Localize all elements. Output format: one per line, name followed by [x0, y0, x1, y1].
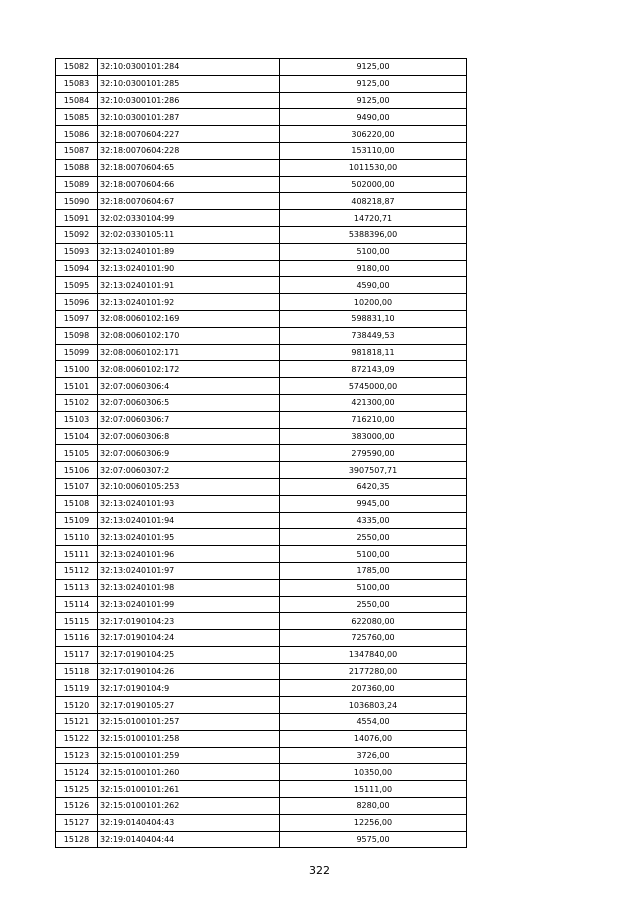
table-row	[56, 579, 467, 596]
table-row	[56, 126, 467, 143]
value-cell: 6420,35	[280, 478, 467, 495]
value-cell: 10200,00	[280, 294, 467, 311]
table-row	[56, 814, 467, 831]
value-cell: 725760,00	[280, 630, 467, 647]
table-row	[56, 327, 467, 344]
row-number-cell: 15128	[56, 831, 98, 848]
row-number-cell: 15109	[56, 512, 98, 529]
table-row	[56, 92, 467, 109]
cadastral-number-cell: 32:18:0070604:228	[98, 142, 280, 159]
row-number-cell: 15108	[56, 495, 98, 512]
cadastral-number-cell: 32:10:0300101:284	[98, 59, 280, 76]
value-cell: 9490,00	[280, 109, 467, 126]
table-row	[56, 663, 467, 680]
row-number-cell: 15094	[56, 260, 98, 277]
cadastral-number-cell: 32:13:0240101:99	[98, 596, 280, 613]
cadastral-number-cell: 32:10:0300101:286	[98, 92, 280, 109]
cadastral-number-cell: 32:15:0100101:257	[98, 714, 280, 731]
table-row	[56, 394, 467, 411]
cadastral-value-table	[55, 58, 467, 848]
table-row	[56, 243, 467, 260]
value-cell: 1036803,24	[280, 697, 467, 714]
table-body	[56, 59, 467, 848]
table-row	[56, 310, 467, 327]
cadastral-number-cell: 32:18:0070604:65	[98, 159, 280, 176]
value-cell: 2550,00	[280, 529, 467, 546]
table-row	[56, 59, 467, 76]
cadastral-number-cell: 32:18:0070604:227	[98, 126, 280, 143]
value-cell: 14720,71	[280, 210, 467, 227]
value-cell: 12256,00	[280, 814, 467, 831]
value-cell: 2550,00	[280, 596, 467, 613]
table-row	[56, 344, 467, 361]
cadastral-number-cell: 32:13:0240101:97	[98, 562, 280, 579]
table-row	[56, 445, 467, 462]
table-row	[56, 226, 467, 243]
cadastral-number-cell: 32:15:0100101:259	[98, 747, 280, 764]
value-cell: 9125,00	[280, 59, 467, 76]
value-cell: 279590,00	[280, 445, 467, 462]
table-row	[56, 176, 467, 193]
value-cell: 5745000,00	[280, 378, 467, 395]
cadastral-number-cell: 32:10:0300101:287	[98, 109, 280, 126]
value-cell: 3726,00	[280, 747, 467, 764]
cadastral-number-cell: 32:19:0140404:44	[98, 831, 280, 848]
table-row	[56, 764, 467, 781]
cadastral-number-cell: 32:08:0060102:169	[98, 310, 280, 327]
table-row	[56, 428, 467, 445]
cadastral-number-cell: 32:07:0060306:9	[98, 445, 280, 462]
table-row	[56, 159, 467, 176]
row-number-cell: 15126	[56, 798, 98, 815]
cadastral-number-cell: 32:13:0240101:98	[98, 579, 280, 596]
table-row	[56, 546, 467, 563]
cadastral-number-cell: 32:07:0060306:5	[98, 394, 280, 411]
value-cell: 502000,00	[280, 176, 467, 193]
row-number-cell: 15123	[56, 747, 98, 764]
value-cell: 15111,00	[280, 781, 467, 798]
row-number-cell: 15095	[56, 277, 98, 294]
value-cell: 9125,00	[280, 75, 467, 92]
cadastral-number-cell: 32:13:0240101:90	[98, 260, 280, 277]
value-cell: 408218,87	[280, 193, 467, 210]
row-number-cell: 15121	[56, 714, 98, 731]
table-row	[56, 109, 467, 126]
table-row	[56, 75, 467, 92]
row-number-cell: 15084	[56, 92, 98, 109]
cadastral-number-cell: 32:07:0060306:8	[98, 428, 280, 445]
row-number-cell: 15117	[56, 646, 98, 663]
value-cell: 598831,10	[280, 310, 467, 327]
cadastral-number-cell: 32:18:0070604:66	[98, 176, 280, 193]
value-cell: 383000,00	[280, 428, 467, 445]
table-row	[56, 142, 467, 159]
value-cell: 5100,00	[280, 243, 467, 260]
table-row	[56, 562, 467, 579]
value-cell: 421300,00	[280, 394, 467, 411]
row-number-cell: 15098	[56, 327, 98, 344]
cadastral-number-cell: 32:13:0240101:93	[98, 495, 280, 512]
value-cell: 8280,00	[280, 798, 467, 815]
value-cell: 153110,00	[280, 142, 467, 159]
row-number-cell: 15086	[56, 126, 98, 143]
value-cell: 14076,00	[280, 730, 467, 747]
value-cell: 1785,00	[280, 562, 467, 579]
table-row	[56, 680, 467, 697]
table-row	[56, 462, 467, 479]
cadastral-number-cell: 32:15:0100101:260	[98, 764, 280, 781]
cadastral-number-cell: 32:15:0100101:261	[98, 781, 280, 798]
row-number-cell: 15110	[56, 529, 98, 546]
row-number-cell: 15102	[56, 394, 98, 411]
table-row	[56, 730, 467, 747]
value-cell: 4590,00	[280, 277, 467, 294]
row-number-cell: 15107	[56, 478, 98, 495]
cadastral-number-cell: 32:13:0240101:92	[98, 294, 280, 311]
table-row	[56, 478, 467, 495]
table-row	[56, 596, 467, 613]
cadastral-number-cell: 32:13:0240101:94	[98, 512, 280, 529]
value-cell: 4554,00	[280, 714, 467, 731]
row-number-cell: 15091	[56, 210, 98, 227]
row-number-cell: 15087	[56, 142, 98, 159]
cadastral-number-cell: 32:19:0140404:43	[98, 814, 280, 831]
row-number-cell: 15115	[56, 613, 98, 630]
row-number-cell: 15088	[56, 159, 98, 176]
table-row	[56, 613, 467, 630]
row-number-cell: 15111	[56, 546, 98, 563]
row-number-cell: 15114	[56, 596, 98, 613]
table-row	[56, 495, 467, 512]
row-number-cell: 15105	[56, 445, 98, 462]
row-number-cell: 15097	[56, 310, 98, 327]
cadastral-number-cell: 32:07:0060306:7	[98, 411, 280, 428]
table-row	[56, 714, 467, 731]
value-cell: 1347840,00	[280, 646, 467, 663]
table-row	[56, 831, 467, 848]
row-number-cell: 15104	[56, 428, 98, 445]
row-number-cell: 15092	[56, 226, 98, 243]
table-row	[56, 646, 467, 663]
value-cell: 738449,53	[280, 327, 467, 344]
value-cell: 9180,00	[280, 260, 467, 277]
cadastral-number-cell: 32:17:0190104:25	[98, 646, 280, 663]
cadastral-number-cell: 32:13:0240101:95	[98, 529, 280, 546]
value-cell: 9575,00	[280, 831, 467, 848]
table-row	[56, 411, 467, 428]
value-cell: 5388396,00	[280, 226, 467, 243]
value-cell: 4335,00	[280, 512, 467, 529]
table-row	[56, 630, 467, 647]
cadastral-number-cell: 32:08:0060102:171	[98, 344, 280, 361]
cadastral-number-cell: 32:15:0100101:258	[98, 730, 280, 747]
cadastral-number-cell: 32:13:0240101:91	[98, 277, 280, 294]
table-row	[56, 529, 467, 546]
cadastral-number-cell: 32:08:0060102:172	[98, 361, 280, 378]
row-number-cell: 15127	[56, 814, 98, 831]
row-number-cell: 15083	[56, 75, 98, 92]
value-cell: 3907507,71	[280, 462, 467, 479]
value-cell: 2177280,00	[280, 663, 467, 680]
value-cell: 716210,00	[280, 411, 467, 428]
row-number-cell: 15089	[56, 176, 98, 193]
cadastral-number-cell: 32:17:0190104:26	[98, 663, 280, 680]
cadastral-number-cell: 32:17:0190104:9	[98, 680, 280, 697]
value-cell: 9125,00	[280, 92, 467, 109]
value-cell: 622080,00	[280, 613, 467, 630]
cadastral-number-cell: 32:02:0330105:11	[98, 226, 280, 243]
row-number-cell: 15099	[56, 344, 98, 361]
row-number-cell: 15100	[56, 361, 98, 378]
row-number-cell: 15118	[56, 663, 98, 680]
row-number-cell: 15096	[56, 294, 98, 311]
cadastral-number-cell: 32:15:0100101:262	[98, 798, 280, 815]
cadastral-number-cell: 32:07:0060307:2	[98, 462, 280, 479]
cadastral-number-cell: 32:10:0300101:285	[98, 75, 280, 92]
value-cell: 10350,00	[280, 764, 467, 781]
value-cell: 981818,11	[280, 344, 467, 361]
table-row	[56, 210, 467, 227]
value-cell: 1011530,00	[280, 159, 467, 176]
cadastral-number-cell: 32:10:0060105:253	[98, 478, 280, 495]
table-row	[56, 361, 467, 378]
row-number-cell: 15124	[56, 764, 98, 781]
table-row	[56, 260, 467, 277]
table-row	[56, 697, 467, 714]
row-number-cell: 15090	[56, 193, 98, 210]
row-number-cell: 15085	[56, 109, 98, 126]
row-number-cell: 15119	[56, 680, 98, 697]
cadastral-number-cell: 32:17:0190104:23	[98, 613, 280, 630]
table-row	[56, 294, 467, 311]
cadastral-number-cell: 32:17:0190104:24	[98, 630, 280, 647]
table-row	[56, 193, 467, 210]
table-row	[56, 781, 467, 798]
cadastral-number-cell: 32:18:0070604:67	[98, 193, 280, 210]
row-number-cell: 15125	[56, 781, 98, 798]
row-number-cell: 15112	[56, 562, 98, 579]
cadastral-number-cell: 32:08:0060102:170	[98, 327, 280, 344]
value-cell: 306220,00	[280, 126, 467, 143]
table-row	[56, 277, 467, 294]
row-number-cell: 15106	[56, 462, 98, 479]
value-cell: 9945,00	[280, 495, 467, 512]
row-number-cell: 15122	[56, 730, 98, 747]
row-number-cell: 15116	[56, 630, 98, 647]
cadastral-number-cell: 32:13:0240101:96	[98, 546, 280, 563]
cadastral-number-cell: 32:07:0060306:4	[98, 378, 280, 395]
table-row	[56, 747, 467, 764]
row-number-cell: 15120	[56, 697, 98, 714]
row-number-cell: 15103	[56, 411, 98, 428]
cadastral-number-cell: 32:17:0190105:27	[98, 697, 280, 714]
page-number: 322	[309, 864, 330, 877]
cadastral-number-cell: 32:13:0240101:89	[98, 243, 280, 260]
table-row	[56, 378, 467, 395]
value-cell: 207360,00	[280, 680, 467, 697]
table-row	[56, 798, 467, 815]
row-number-cell: 15101	[56, 378, 98, 395]
table-row	[56, 512, 467, 529]
value-cell: 5100,00	[280, 579, 467, 596]
row-number-cell: 15093	[56, 243, 98, 260]
row-number-cell: 15113	[56, 579, 98, 596]
value-cell: 5100,00	[280, 546, 467, 563]
cadastral-number-cell: 32:02:0330104:99	[98, 210, 280, 227]
row-number-cell: 15082	[56, 59, 98, 76]
value-cell: 872143,09	[280, 361, 467, 378]
